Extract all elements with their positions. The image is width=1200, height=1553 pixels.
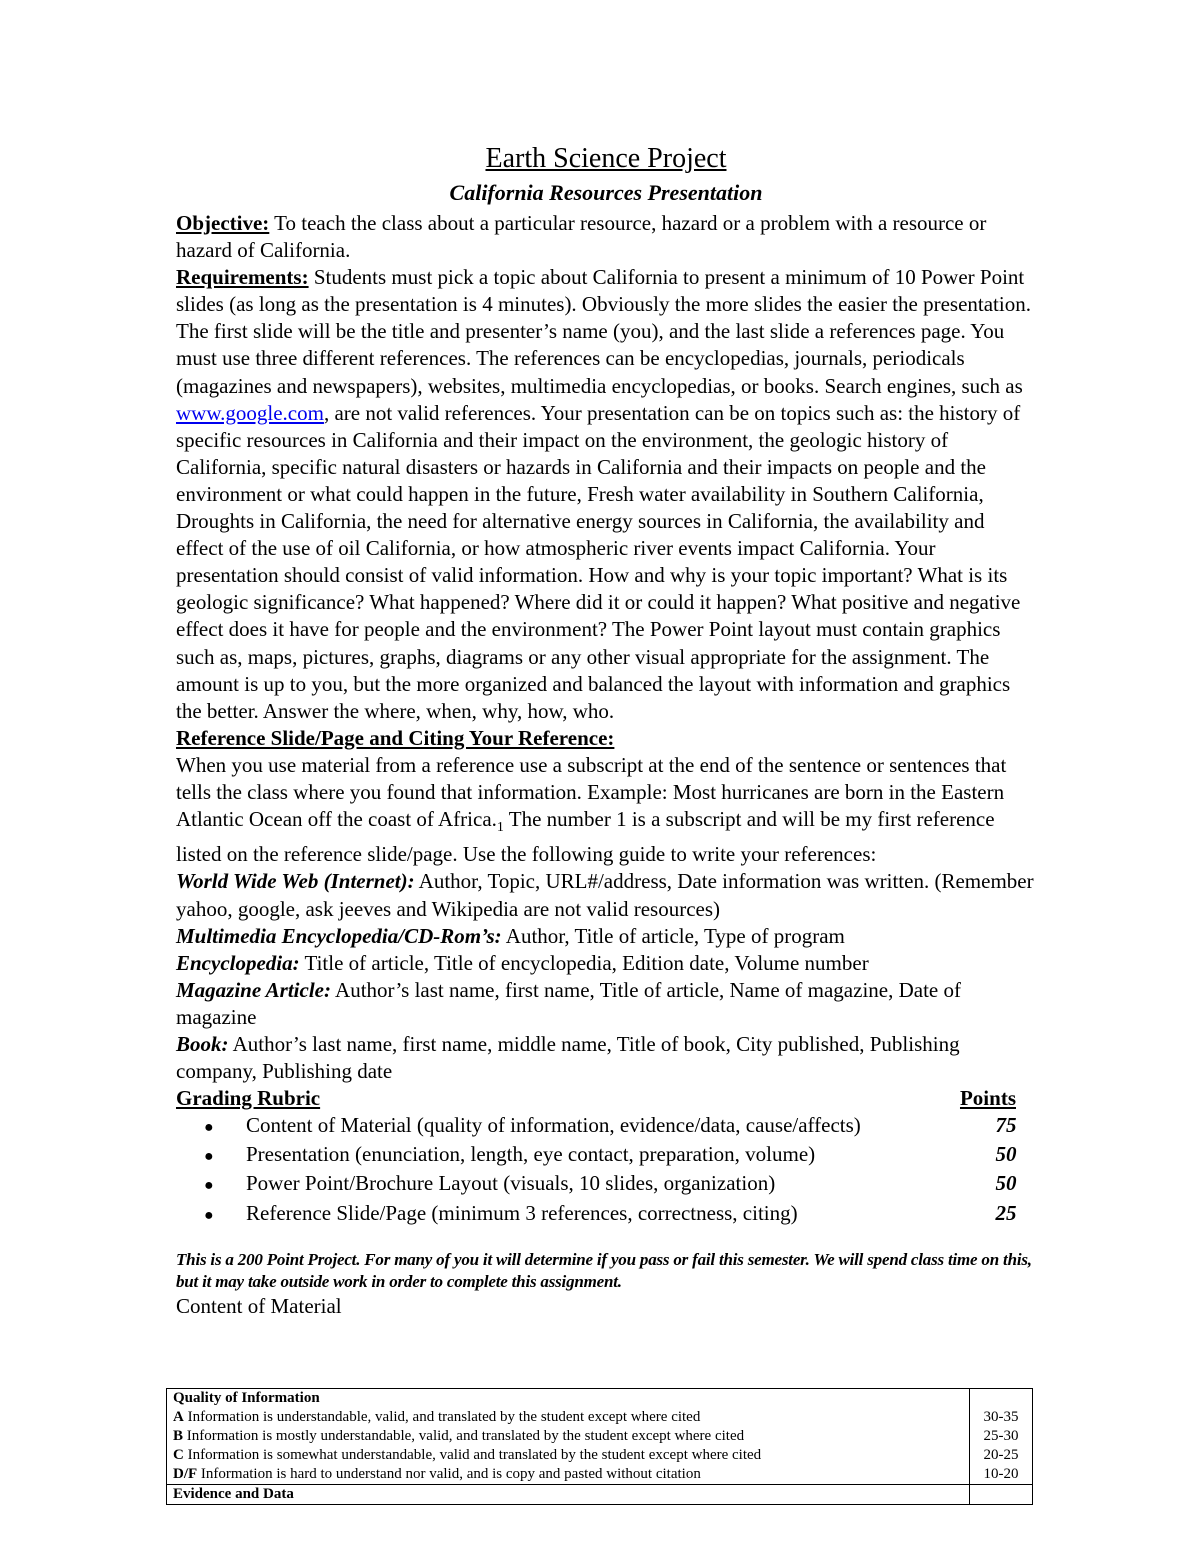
grade-row [173,1408,963,1427]
rubric-item-label: Reference Slide/Page (minimum 3 references, correctness, citing) [246,1200,798,1225]
reference-item-multimedia [176,923,1036,950]
objective-paragraph [176,210,1036,264]
grade-row [173,1446,963,1465]
objective-label: Objective: [176,211,270,235]
score-cell [970,1389,1033,1485]
google-link[interactable]: www.google.com [176,400,324,425]
requirements-label: Requirements: [176,265,309,290]
rubric-item [176,1200,1036,1229]
bullet-icon: ● [204,1206,214,1224]
reference-heading: Reference Slide/Page and Citing Your Reference: [176,725,615,750]
score-value: 10-20 [983,1466,1019,1482]
bullet-icon: ● [204,1148,214,1166]
grade-text: Information is understandable, valid, and translated by the student except where cited [183,1409,701,1425]
reference-item-label: Encyclopedia: [176,950,300,975]
reference-item-text: Author, Topic, URL#/address, Date information was written. (Remember yahoo, google, ask jeeves and Wikipedia are not valid resources) [176,869,1034,921]
page-title: Earth Science Project [485,143,727,174]
rubric-item [176,1170,1036,1199]
grade-letter: D/F [173,1466,198,1482]
objective-text: To teach the class about a particular resource, hazard or a problem with a resource or hazard of California. [176,211,987,263]
grade-text: Information is hard to understand nor valid, and is copy and pasted without citation [197,1466,701,1482]
reference-item-text: Author’s last name, first name, Title of article, Name of magazine, Date of magazine [176,977,961,1029]
grade-letter: B [173,1428,184,1444]
grade-row [173,1427,963,1446]
rubric-header [176,1085,1036,1112]
grade-row [173,1465,963,1484]
reference-text-continued: The number 1 is a subscript and will be my first reference listed on the reference slide/page. Use the following guide to write your references: [176,807,995,867]
project-note: This is a 200 Point Project. For many of you it will determine if you pass or fail this semester. We will spend class time on this, but it may take outside work in order to complete this assignment. [176,1249,1032,1291]
rubric-heading: Grading Rubric [176,1086,321,1111]
score-cell [970,1485,1033,1505]
requirements-text: Students must pick a topic about California to present a minimum of 10 Power Point slides (as long as the presentation is 4 minutes). Obviously the more slides the easier the presentation. The first slide will be the title and presenter’s name (you), and the last slide a references page. You must use three different references. The references can be encyclopedias, journals, periodicals (magazines and newspapers), websites, multimedia encyclopedias, or books. Search engines, such as [176,265,1031,398]
page-subtitle: California Resources Presentation [449,180,763,205]
rubric-item-label: Power Point/Brochure Layout (visuals, 10 slides, organization) [246,1171,776,1196]
reference-text: When you use material from a reference use a subscript at the end of the sentence or sentences that tells the class where you found that information. Example: Most hurricanes are born in the Eastern Atlantic Ocean off the coast of Africa. [176,752,1007,832]
section-heading: Quality of Information [173,1390,320,1406]
reference-item-text: Author’s last name, first name, middle name, Title of book, City published, Publishing company, Publishing date [176,1032,960,1084]
section-heading: Evidence and Data [173,1486,294,1502]
bullet-icon: ● [204,1119,214,1137]
reference-item-magazine [176,977,1036,1031]
requirements-paragraph [176,264,1036,725]
rubric-item-points: 50 [995,1171,1017,1196]
reference-item-label: Book: [176,1032,229,1056]
reference-item-text: Title of article, Title of encyclopedia, Edition date, Volume number [299,950,869,975]
rubric-list [176,1112,1036,1228]
grade-text: Information is mostly understandable, valid, and translated by the student except where cited [183,1428,745,1444]
reference-item-encyclopedia [176,950,1036,977]
reference-item-web [176,868,1036,922]
table-cell [167,1389,970,1485]
reference-item-text: Author, Title of article, Type of program [501,923,845,948]
reference-item-label: World Wide Web (Internet): [176,869,415,894]
reference-item-book [176,1031,1036,1085]
score-value: 25-30 [983,1428,1019,1444]
rubric-item-label: Content of Material (quality of information, evidence/data, cause/affects) [246,1113,861,1138]
document-page [176,140,1036,1319]
points-heading: Points [959,1086,1016,1111]
table-cell [167,1485,970,1505]
content-of-material-label: Content of Material [176,1293,342,1318]
subscript-example: 1 [496,820,504,836]
rubric-item [176,1141,1036,1170]
requirements-text-continued: , are not valid references. Your presentation can be on topics such as: the history of specific resources in California and their impact on the environment, the geologic history of California, specific natural disasters or hazards in California and their impacts on people and the environment or what could happen in the future, Fresh water availability in Southern California, Droughts in California, the need for alternative energy sources in California, the availability and effect of the use of oil California, or how atmospheric river events impact California. Your presentation should consist of valid information. How and why is your topic important? What is its geologic significance? What happened? Where did it or could it happen? What positive and negative effect does it have for people and the environment? The Power Point layout must contain graphics such as, maps, pictures, graphs, diagrams or any other visual appropriate for the assignment. The amount is up to you, but the more organized and balanced the layout with information and graphics the better. Answer the where, when, why, how, who. [176,400,1021,723]
grade-letter: A [173,1409,184,1425]
table-row [167,1389,1033,1485]
score-value: 30-35 [983,1409,1019,1425]
score-value: 20-25 [983,1447,1019,1463]
rubric-item-points: 50 [995,1142,1017,1167]
reference-item-label: Magazine Article: [176,977,331,1002]
bullet-icon: ● [204,1177,214,1195]
rubric-item-label: Presentation (enunciation, length, eye contact, preparation, volume) [246,1142,816,1167]
grade-letter: C [173,1447,184,1463]
rubric-item-points: 75 [995,1113,1017,1138]
reference-paragraph [176,752,1036,869]
table-row [167,1485,1033,1505]
reference-item-label: Multimedia Encyclopedia/CD-Rom’s: [176,923,502,948]
grade-text: Information is somewhat understandable, valid and translated by the student except where cited [183,1447,762,1463]
content-rubric-table [166,1388,1033,1505]
rubric-item-points: 25 [995,1200,1017,1225]
rubric-item [176,1112,1036,1141]
